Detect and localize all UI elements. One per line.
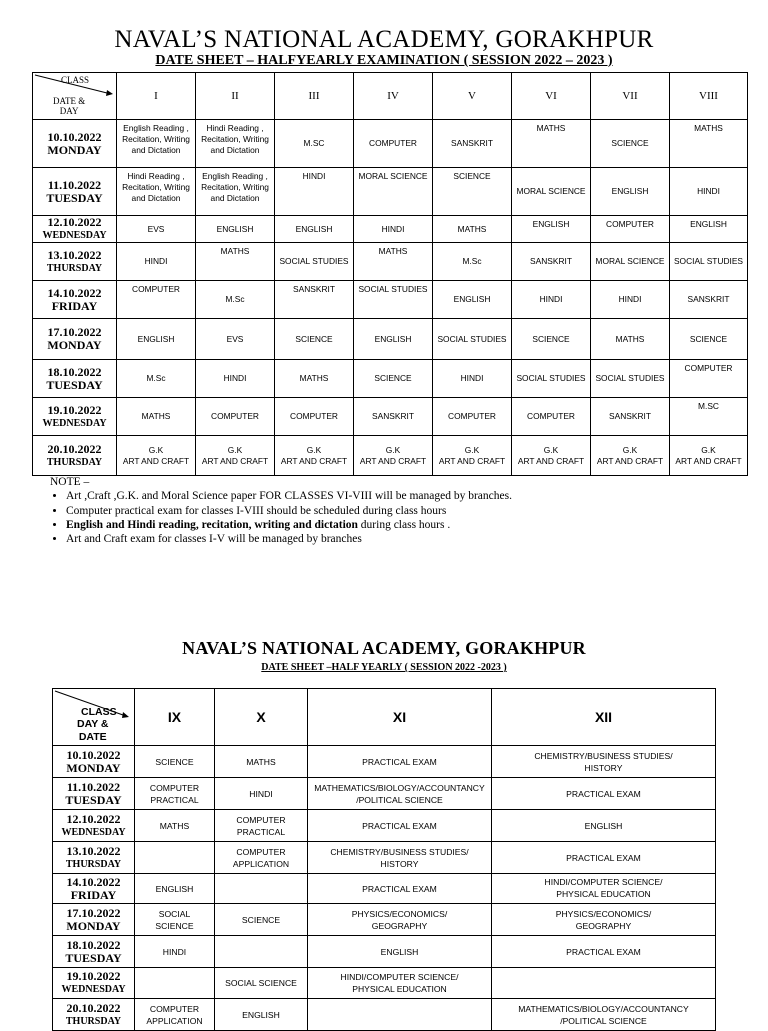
day-text: TUESDAY [46, 190, 103, 205]
subject-cell: HINDI [433, 360, 512, 398]
day-text: THURSDAY [46, 456, 103, 468]
date-cell [53, 999, 135, 1031]
day-text: TUESDAY [65, 950, 122, 965]
subject-cell: G.K ART AND CRAFT [354, 436, 433, 476]
subject-cell [215, 874, 308, 904]
date-cell [53, 810, 135, 842]
subject-cell: HINDI [215, 778, 308, 810]
column-header: VIII [670, 73, 748, 120]
date-text: 14.10.2022 [66, 874, 121, 889]
subject-cell: G.K ART AND CRAFT [275, 436, 354, 476]
subject-cell: MORAL SCIENCE [354, 168, 433, 216]
table-row [33, 436, 748, 476]
table-row [53, 999, 716, 1031]
subject-cell: MATHEMATICS/BIOLOGY/ACCOUNTANCY /POLITICAL SCIENCE [492, 999, 716, 1031]
subject-cell: COMPUTER PRACTICAL [215, 810, 308, 842]
subject-cell: COMPUTER APPLICATION [215, 842, 308, 874]
date-text: 20.10.2022 [66, 1000, 121, 1015]
subject-cell: EVS [117, 216, 196, 243]
subject-cell: HINDI [512, 281, 591, 319]
column-header: II [196, 73, 275, 120]
day-text: THURSDAY [46, 262, 103, 274]
subject-cell [492, 968, 716, 999]
table-row [53, 968, 716, 999]
subject-cell: SANSKRIT [512, 243, 591, 281]
subject-cell: COMPUTER [512, 398, 591, 436]
date-text: 11.10.2022 [66, 779, 121, 794]
subject-cell: M.Sc [433, 243, 512, 281]
column-header: VII [591, 73, 670, 120]
subject-cell: English Reading , Recitation, Writing and Dictation [117, 120, 196, 168]
subject-cell: ENGLISH [215, 999, 308, 1031]
subject-cell: SANSKRIT [275, 281, 354, 319]
table-row [33, 243, 748, 281]
subject-cell: G.K ART AND CRAFT [512, 436, 591, 476]
subject-cell: PRACTICAL EXAM [308, 874, 492, 904]
note-heading: NOTE – [50, 476, 90, 488]
subject-cell: COMPUTER [196, 398, 275, 436]
date-text: 12.10.2022 [66, 811, 121, 826]
subject-cell: ENGLISH [591, 168, 670, 216]
subject-cell: COMPUTER [670, 360, 748, 398]
subject-cell: COMPUTER [354, 120, 433, 168]
subject-cell: SOCIAL SCIENCE [135, 904, 215, 936]
table-row [53, 842, 716, 874]
table-row [53, 778, 716, 810]
subject-cell: MORAL SCIENCE [512, 168, 591, 216]
subject-cell: SCIENCE [354, 360, 433, 398]
subject-cell: G.K ART AND CRAFT [433, 436, 512, 476]
subject-cell: HINDI/COMPUTER SCIENCE/ PHYSICAL EDUCATION [308, 968, 492, 999]
subject-cell [135, 968, 215, 999]
sheet1-title: NAVAL’S NATIONAL ACADEMY, GORAKHPUR [114, 26, 654, 53]
subject-cell: SANSKRIT [591, 398, 670, 436]
subject-cell: ENGLISH [308, 936, 492, 968]
subject-cell: HINDI [670, 168, 748, 216]
day-text: FRIDAY [70, 887, 117, 902]
subject-cell: CHEMISTRY/BUSINESS STUDIES/ HISTORY [492, 746, 716, 778]
subject-cell: SCIENCE [670, 319, 748, 360]
date-text: 19.10.2022 [47, 402, 102, 417]
subject-cell: MATHS [215, 746, 308, 778]
date-text: 18.10.2022 [66, 937, 121, 952]
date-cell [33, 398, 117, 436]
date-text: 14.10.2022 [47, 285, 102, 300]
subject-cell: ENGLISH [354, 319, 433, 360]
column-header: V [433, 73, 512, 120]
subject-cell: HINDI [591, 281, 670, 319]
subject-cell: MATHS [135, 810, 215, 842]
subject-cell: SOCIAL STUDIES [512, 360, 591, 398]
table-row [53, 936, 716, 968]
subject-cell: SOCIAL STUDIES [670, 243, 748, 281]
subject-cell: G.K ART AND CRAFT [117, 436, 196, 476]
sheet2-date-label: DAY & DATE [77, 718, 109, 743]
subject-cell: PRACTICAL EXAM [492, 842, 716, 874]
subject-cell: COMPUTER [433, 398, 512, 436]
table-row [33, 168, 748, 216]
subject-cell: SCIENCE [433, 168, 512, 216]
subject-cell: MATHS [591, 319, 670, 360]
table-row [53, 874, 716, 904]
sheet2-class-label: CLASS [81, 706, 117, 718]
subject-cell: Hindi Reading , Recitation, Writing and Dictation [196, 120, 275, 168]
day-text: MONDAY [47, 338, 102, 352]
sheet1-header-row [33, 73, 748, 120]
subject-cell: M.Sc [196, 281, 275, 319]
column-header: XI [308, 689, 492, 746]
sheet1-table [32, 72, 748, 476]
day-text: WEDNESDAY [61, 984, 126, 995]
date-text: 11.10.2022 [47, 177, 102, 192]
date-cell [53, 842, 135, 874]
subject-cell: SOCIAL STUDIES [433, 319, 512, 360]
subject-cell: PHYSICS/ECONOMICS/ GEOGRAPHY [308, 904, 492, 936]
date-cell [53, 904, 135, 936]
sheet1-corner-cell [33, 73, 117, 120]
subject-cell: G.K ART AND CRAFT [196, 436, 275, 476]
subject-cell: ENGLISH [275, 216, 354, 243]
subject-cell: SCIENCE [591, 120, 670, 168]
date-cell [33, 281, 117, 319]
date-text: 17.10.2022 [47, 325, 102, 339]
subject-cell: SCIENCE [135, 746, 215, 778]
sheet2-subtitle: DATE SHEET –HALF YEARLY ( SESSION 2022 -2023 ) [261, 662, 507, 673]
day-text: WEDNESDAY [42, 417, 107, 429]
subject-cell: G.K ART AND CRAFT [670, 436, 748, 476]
subject-cell: ENGLISH [512, 216, 591, 243]
column-header: IX [135, 689, 215, 746]
subject-cell: English Reading , Recitation, Writing and Dictation [196, 168, 275, 216]
note-item: • Art ,Craft ,G.K. and Moral Science paper FOR CLASSES VI-VIII will be managed by branches. [66, 489, 512, 503]
subject-cell: ENGLISH [135, 874, 215, 904]
subject-cell: G.K ART AND CRAFT [591, 436, 670, 476]
subject-cell: MATHS [275, 360, 354, 398]
table-row [33, 360, 748, 398]
subject-cell: SCIENCE [275, 319, 354, 360]
note-item: • Art and Craft exam for classes I-V will be managed by branches [66, 532, 512, 546]
subject-cell: ENGLISH [196, 216, 275, 243]
subject-cell: COMPUTER [591, 216, 670, 243]
sheet1-class-label: CLASS [61, 75, 90, 85]
table-row [33, 319, 748, 360]
notes-section [50, 475, 512, 546]
date-cell [33, 436, 117, 476]
note-bold-text: English and Hindi reading, recitation, writing and dictation [66, 518, 358, 531]
sheet1-date-label: DATE & DAY [53, 96, 86, 116]
table-row [33, 398, 748, 436]
date-cell [33, 120, 117, 168]
sheet2-title: NAVAL’S NATIONAL ACADEMY, GORAKHPUR [182, 638, 586, 658]
subject-cell: SOCIAL STUDIES [354, 281, 433, 319]
subject-cell: PRACTICAL EXAM [308, 810, 492, 842]
subject-cell: MATHS [433, 216, 512, 243]
subject-cell: MATHS [354, 243, 433, 281]
subject-cell: SOCIAL SCIENCE [215, 968, 308, 999]
subject-cell [308, 999, 492, 1031]
subject-cell: SOCIAL STUDIES [591, 360, 670, 398]
table-row [53, 904, 716, 936]
subject-cell: M.Sc [117, 360, 196, 398]
subject-cell: HINDI/COMPUTER SCIENCE/ PHYSICAL EDUCATION [492, 874, 716, 904]
column-header: III [275, 73, 354, 120]
date-text: 10.10.2022 [66, 747, 121, 762]
subject-cell: ENGLISH [117, 319, 196, 360]
column-header: XII [492, 689, 716, 746]
subject-cell: COMPUTER PRACTICAL [135, 778, 215, 810]
subject-cell: MATHS [670, 120, 748, 168]
subject-cell: MATHEMATICS/BIOLOGY/ACCOUNTANCY /POLITICAL SCIENCE [308, 778, 492, 810]
subject-cell [215, 936, 308, 968]
sheet2-table [52, 688, 716, 1031]
date-cell [53, 746, 135, 778]
date-cell [33, 216, 117, 243]
subject-cell: Hindi Reading , Recitation, Writing and Dictation [117, 168, 196, 216]
date-cell [33, 168, 117, 216]
day-text: THURSDAY [65, 1015, 122, 1027]
day-text: MONDAY [66, 918, 121, 933]
subject-cell: CHEMISTRY/BUSINESS STUDIES/ HISTORY [308, 842, 492, 874]
subject-cell: SANSKRIT [433, 120, 512, 168]
subject-cell: HINDI [117, 243, 196, 281]
day-text: THURSDAY [65, 858, 122, 870]
subject-cell: MATHS [117, 398, 196, 436]
date-text: 13.10.2022 [66, 843, 121, 858]
date-text: 17.10.2022 [66, 905, 121, 920]
table-row [33, 281, 748, 319]
subject-cell: COMPUTER [275, 398, 354, 436]
day-text: TUESDAY [46, 377, 103, 392]
note-item [66, 518, 512, 532]
subject-cell: ENGLISH [433, 281, 512, 319]
subject-cell: HINDI [354, 216, 433, 243]
day-text: MONDAY [66, 760, 121, 775]
subject-cell: PRACTICAL EXAM [492, 936, 716, 968]
day-text: MONDAY [47, 142, 102, 157]
note-suffix: during class hours . [357, 518, 451, 531]
subject-cell: MATHS [512, 120, 591, 168]
date-cell [33, 360, 117, 398]
sheet2-corner-cell [53, 689, 135, 746]
subject-cell: COMPUTER [117, 281, 196, 319]
subject-cell: HINDI [135, 936, 215, 968]
subject-cell: HINDI [196, 360, 275, 398]
subject-cell: MATHS [196, 243, 275, 281]
note-item: • Computer practical exam for classes I-VIII should be scheduled during class hours [66, 504, 512, 518]
subject-cell [135, 842, 215, 874]
day-text: WEDNESDAY [61, 826, 126, 838]
date-cell [53, 778, 135, 810]
column-header: X [215, 689, 308, 746]
column-header: IV [354, 73, 433, 120]
date-text: 10.10.2022 [47, 129, 102, 144]
subject-cell: PHYSICS/ECONOMICS/ GEOGRAPHY [492, 904, 716, 936]
day-text: WEDNESDAY [42, 230, 107, 241]
subject-cell: M.SC [275, 120, 354, 168]
table-row [53, 746, 716, 778]
subject-cell: SCIENCE [215, 904, 308, 936]
subject-cell: ENGLISH [670, 216, 748, 243]
subject-cell: SCIENCE [512, 319, 591, 360]
date-text: 13.10.2022 [47, 247, 102, 262]
subject-cell: ENGLISH [492, 810, 716, 842]
date-cell [33, 319, 117, 360]
date-cell [53, 968, 135, 999]
subject-cell: HINDI [275, 168, 354, 216]
date-text: 12.10.2022 [47, 215, 102, 229]
column-header: VI [512, 73, 591, 120]
date-text: 19.10.2022 [66, 969, 121, 983]
day-text: TUESDAY [65, 792, 122, 807]
sheet1-subtitle: DATE SHEET – HALFYEARLY EXAMINATION ( SESSION 2022 – 2023 ) [155, 53, 613, 68]
subject-cell: M.SC [670, 398, 748, 436]
date-text: 20.10.2022 [47, 441, 102, 456]
subject-cell: COMPUTER APPLICATION [135, 999, 215, 1031]
table-row [53, 810, 716, 842]
table-row [33, 216, 748, 243]
date-text: 18.10.2022 [47, 364, 102, 379]
subject-cell: PRACTICAL EXAM [492, 778, 716, 810]
column-header: I [117, 73, 196, 120]
subject-cell: SANSKRIT [670, 281, 748, 319]
subject-cell: SOCIAL STUDIES [275, 243, 354, 281]
date-cell [33, 243, 117, 281]
subject-cell: MORAL SCIENCE [591, 243, 670, 281]
subject-cell: SANSKRIT [354, 398, 433, 436]
date-cell [53, 936, 135, 968]
table-row [33, 120, 748, 168]
sheet2-header-row [53, 689, 716, 746]
subject-cell: PRACTICAL EXAM [308, 746, 492, 778]
subject-cell: EVS [196, 319, 275, 360]
day-text: FRIDAY [51, 298, 98, 313]
date-cell [53, 874, 135, 904]
